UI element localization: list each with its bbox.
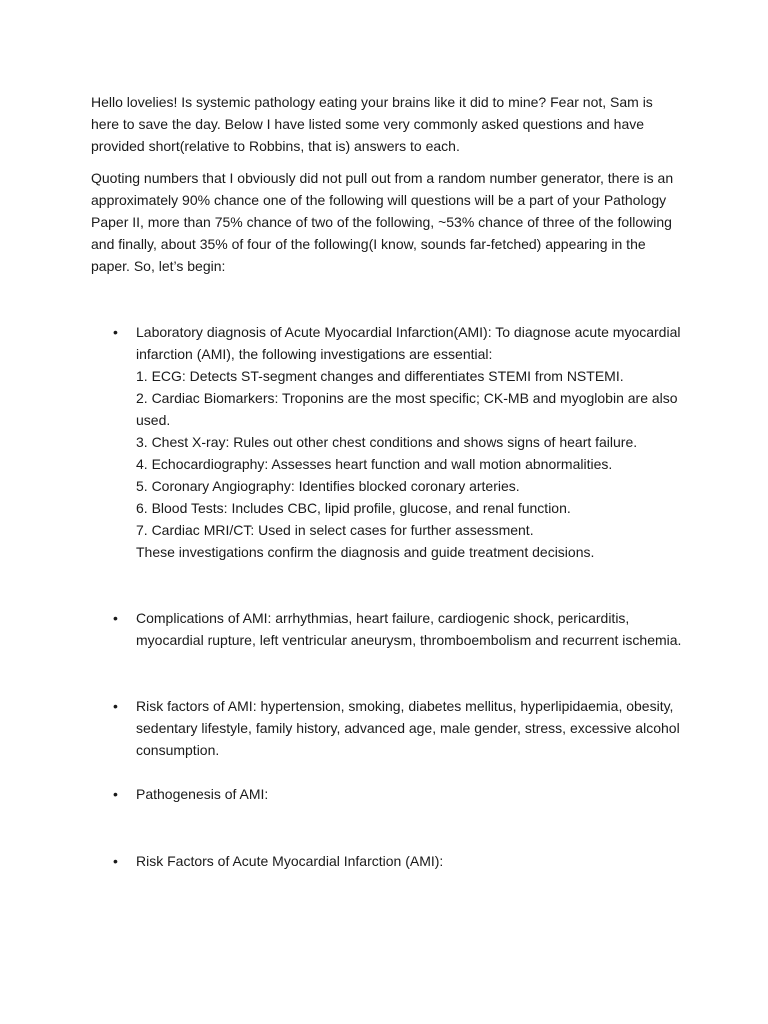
step-item: 4. Echocardiography: Assesses heart function and wall motion abnormalities. [136, 456, 613, 472]
document-page [91, 91, 683, 872]
item-heading: Laboratory diagnosis of Acute Myocardial Infarction(AMI): To diagnose acute myocardial infarction (AMI), the following investigations are essential: [136, 324, 681, 362]
list-item-lab-diagnosis [91, 321, 683, 563]
bullet-icon: • [113, 786, 118, 802]
bullet-icon: • [113, 324, 118, 340]
bullet-icon: • [113, 853, 118, 869]
step-item: 6. Blood Tests: Includes CBC, lipid profile, glucose, and renal function. [136, 500, 571, 516]
step-item: 1. ECG: Detects ST-segment changes and differentiates STEMI from NSTEMI. [136, 368, 624, 384]
list-item-complications [91, 607, 683, 651]
list-item-pathogenesis [91, 783, 683, 805]
item-closing: These investigations confirm the diagnosis and guide treatment decisions. [136, 544, 595, 560]
question-list [91, 321, 683, 872]
bullet-icon: • [113, 698, 118, 714]
step-item: 2. Cardiac Biomarkers: Troponins are the most specific; CK-MB and myoglobin are also used. [136, 390, 678, 428]
intro-paragraph-1: Hello lovelies! Is systemic pathology eating your brains like it did to mine? Fear not, Sam is here to save the day. Below I have listed some very commonly asked questions and have provided short(relative to Robbins, that is) answers to each. [91, 94, 653, 154]
item-heading: Risk Factors of Acute Myocardial Infarction (AMI): [136, 853, 444, 869]
step-item: 3. Chest X-ray: Rules out other chest conditions and shows signs of heart failure. [136, 434, 638, 450]
intro-paragraph-2: Quoting numbers that I obviously did not pull out from a random number generator, there is an approximately 90% chance one of the following will questions will be a part of your Pathology Paper II, more than 75% chance of two of the following, ~53% chance of three of the following and finally, about 35% of four of the following(I know, sounds far-fetched) appearing in the paper. So, let’s begin: [91, 170, 674, 274]
bullet-icon: • [113, 610, 118, 626]
list-item-risk-factors-ami [91, 850, 683, 872]
step-item: 5. Coronary Angiography: Identifies blocked coronary arteries. [136, 478, 520, 494]
step-item: 7. Cardiac MRI/CT: Used in select cases for further assessment. [136, 522, 534, 538]
item-heading: Complications of AMI: arrhythmias, heart failure, cardiogenic shock, pericarditis, myocardial rupture, left ventricular aneurysm, thromboembolism and recurrent ischemia. [136, 610, 682, 648]
item-heading: Pathogenesis of AMI: [136, 786, 269, 802]
item-heading: Risk factors of AMI: hypertension, smoking, diabetes mellitus, hyperlipidaemia, obesity, sedentary lifestyle, family history, advanced age, male gender, stress, excessive alcohol consumption. [136, 698, 680, 758]
investigation-steps [136, 365, 683, 541]
list-item-risk-factors [91, 695, 683, 761]
